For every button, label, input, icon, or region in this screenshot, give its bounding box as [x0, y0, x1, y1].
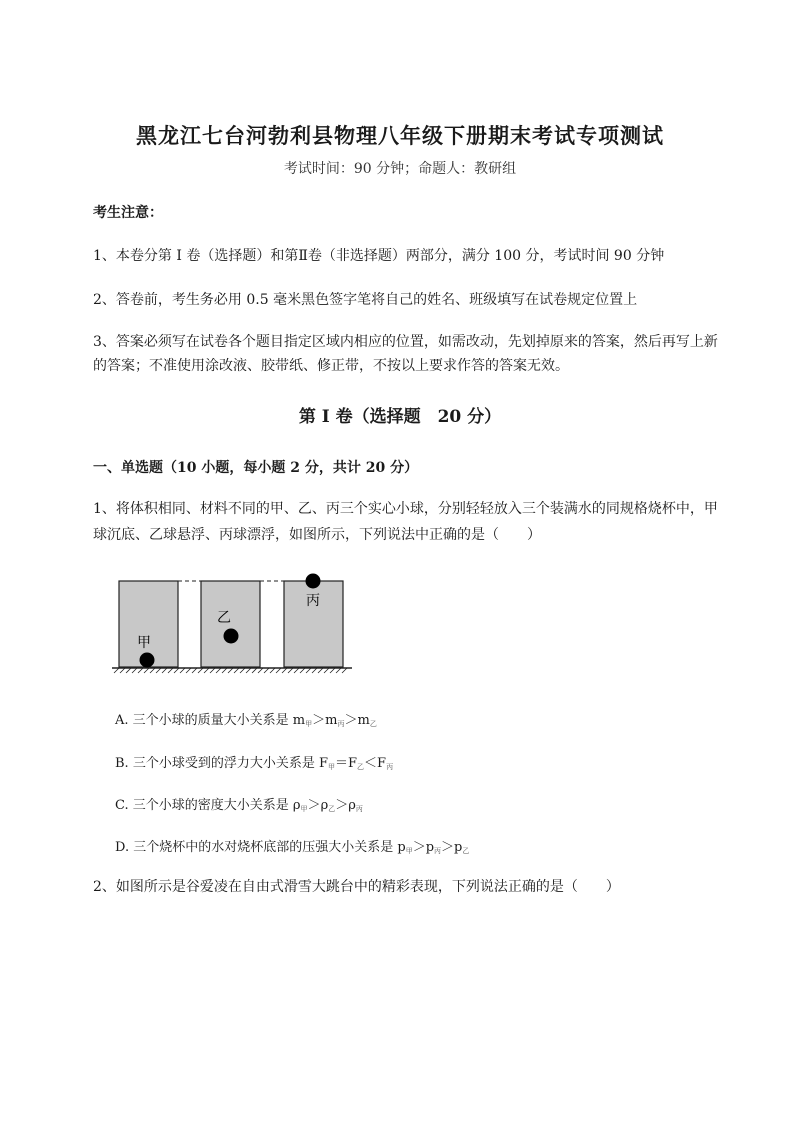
subscript: 甲	[305, 720, 313, 728]
operator: ＞	[344, 713, 358, 728]
q1-stem-line-2: 球沉底、乙球悬浮、丙球漂浮，如图所示，下列说法中正确的是（ ）	[93, 527, 541, 543]
operator: ＞	[307, 798, 321, 813]
q1-option-c[interactable]	[115, 794, 363, 814]
section-title: 第 I 卷（选择题 20 分）	[298, 407, 502, 427]
symbol: p	[454, 840, 463, 855]
symbol: F	[348, 756, 358, 771]
symbol: ρ	[292, 798, 301, 813]
option-text: D. 三个烧杯中的水对烧杯底部的压强大小关系是	[115, 840, 398, 855]
subscript: 乙	[357, 763, 365, 771]
subscript: 乙	[328, 805, 336, 813]
label-yi: 乙	[217, 610, 231, 626]
q1-option-a[interactable]	[115, 709, 377, 729]
subscript: 甲	[300, 805, 308, 813]
operator: ＞	[335, 798, 349, 813]
q1-option-d[interactable]	[115, 836, 469, 856]
symbol: ρ	[320, 798, 329, 813]
notice-item-3-line-1: 3、答案必须写在试卷各个题目指定区域内相应的位置，如需改动，先划掉原来的答案，然后再写上新	[93, 334, 718, 350]
operator: ＞	[412, 840, 426, 855]
operator: ＞	[312, 713, 326, 728]
symbol: p	[425, 840, 435, 855]
symbol: p	[397, 840, 406, 855]
subscript: 丙	[337, 720, 345, 728]
q1-option-b[interactable]	[115, 752, 393, 772]
ground-hatching	[114, 668, 347, 673]
subscript: 乙	[462, 847, 470, 855]
ball-bing	[306, 574, 321, 589]
q1-stem-line-1: 1、将体积相同、材料不同的甲、乙、丙三个实心小球，分别轻轻放入三个装满水的同规格烧杯中，甲	[93, 501, 718, 517]
notice-item-2: 2、答卷前，考生务必用 0.5 毫米黑色签字笔将自己的姓名、班级填写在试卷规定位置上	[93, 292, 638, 308]
option-text: C. 三个小球的密度大小关系是	[115, 798, 293, 813]
symbol: m	[357, 713, 370, 728]
symbol: ρ	[348, 798, 356, 813]
notice-item-3-line-2: 的答案；不准使用涂改液、胶带纸、修正带，不按以上要求作答的答案无效。	[93, 358, 569, 374]
operator: ＝	[334, 756, 348, 771]
notice-item-1: 1、本卷分第 I 卷（选择题）和第Ⅱ卷（非选择题）两部分，满分 100 分，考试时间 90 分钟	[93, 248, 665, 264]
symbol: m	[292, 713, 306, 728]
label-jia: 甲	[137, 635, 151, 651]
q2-stem: 2、如图所示是谷爱凌在自由式滑雪大跳台中的精彩表现，下列说法正确的是（ ）	[93, 879, 620, 895]
subscript: 丙	[355, 805, 363, 813]
subscript: 丙	[434, 847, 442, 855]
operator: ＜	[364, 756, 378, 771]
option-text: B. 三个小球受到的浮力大小关系是	[115, 756, 319, 771]
page-title: 黑龙江七台河勃利县物理八年级下册期末考试专项测试	[136, 123, 664, 148]
symbol: F	[318, 756, 328, 771]
subscript: 丙	[386, 763, 394, 771]
subscript: 甲	[327, 763, 335, 771]
exam-info: 考试时间：90 分钟；命题人：教研组	[283, 161, 517, 177]
notice-heading: 考生注意：	[93, 205, 163, 221]
part-heading: 一、单选题（10 小题，每小题 2 分，共计 20 分）	[93, 460, 419, 476]
operator: ＞	[441, 840, 455, 855]
ball-yi	[224, 629, 239, 644]
subscript: 甲	[405, 847, 413, 855]
label-bing: 丙	[306, 593, 320, 609]
ball-jia	[140, 653, 155, 668]
subscript: 乙	[369, 720, 377, 728]
symbol: m	[325, 713, 338, 728]
beakers-figure	[112, 570, 352, 680]
option-text: A. 三个小球的质量大小关系是	[115, 713, 293, 728]
symbol: F	[377, 756, 387, 771]
